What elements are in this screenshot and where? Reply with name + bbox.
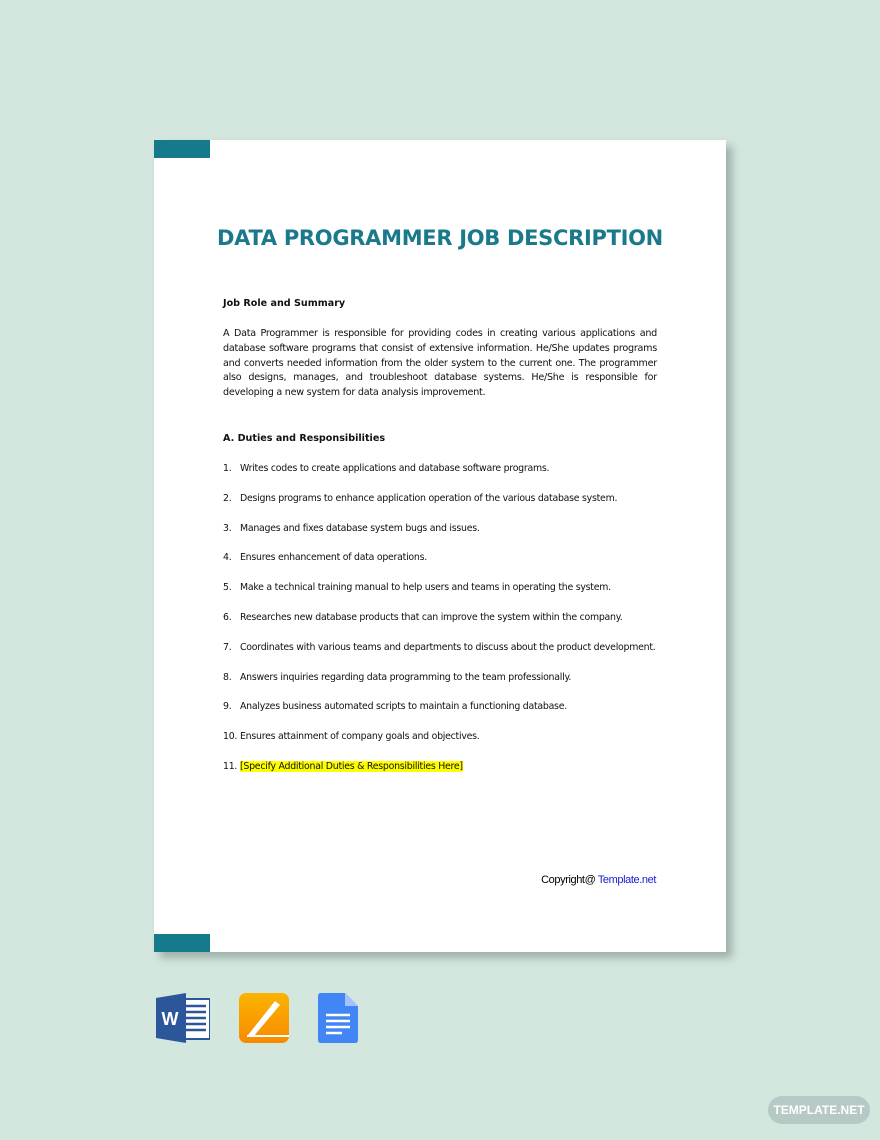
duty-number: 6. — [223, 612, 232, 623]
duty-number: 9. — [223, 701, 232, 713]
duty-number: 11. — [223, 761, 238, 772]
duty-text: Answers inquiries regarding data programming to the team professionally. — [240, 671, 572, 683]
google-docs-icon[interactable] — [318, 993, 358, 1043]
duty-list-item — [223, 612, 622, 623]
summary-paragraph: A Data Programmer is responsible for providing codes in creating various applications and database software programs that consist of extensive information. He/She updates programs and converts needed information from the older system to the current one. The programmer also designs, manages, and troubleshoot database systems. He/She is responsible for developing a new system for data analysis improvement. — [223, 328, 657, 399]
duty-number: 4. — [223, 552, 232, 564]
duty-list-item — [223, 463, 549, 474]
duty-list-item — [223, 523, 480, 534]
duty-number: 2. — [223, 492, 232, 504]
copyright-link[interactable]: Template.net — [597, 874, 656, 886]
duty-text: Ensures attainment of company goals and objectives. — [240, 731, 480, 743]
duty-number: 10. — [223, 731, 238, 743]
duty-number: 7. — [223, 641, 232, 653]
duty-list-item — [223, 761, 463, 772]
duty-list-item — [223, 701, 567, 712]
duty-list-item — [223, 642, 655, 653]
svg-text:W: W — [161, 1009, 179, 1029]
document-page — [154, 140, 726, 952]
duty-text: Make a technical training manual to help users and teams in operating the system. — [240, 582, 611, 594]
duty-text: Ensures enhancement of data operations. — [240, 552, 427, 564]
copyright-prefix: Copyright@ — [541, 874, 598, 886]
copyright — [541, 874, 656, 886]
duty-list-item — [223, 731, 480, 742]
duty-list-item — [223, 672, 571, 683]
section-heading-duties: A. Duties and Responsibilities — [223, 433, 386, 444]
bottom-accent-bar — [154, 934, 210, 952]
duty-text: [Specify Additional Duties & Responsibilities Here] — [240, 761, 463, 772]
duty-number: 3. — [223, 522, 232, 534]
duty-text: Analyzes business automated scripts to maintain a functioning database. — [240, 701, 567, 713]
duty-text: Coordinates with various teams and departments to discuss about the product development. — [240, 641, 656, 653]
duty-text: Manages and fixes database system bugs and issues. — [240, 522, 480, 534]
duty-text: Designs programs to enhance application operation of the various database system. — [240, 492, 618, 504]
duty-text: Researches new database products that can improve the system within the company. — [240, 612, 623, 623]
duty-list-item — [223, 552, 427, 563]
duty-text: Writes codes to create applications and database software programs. — [240, 463, 550, 474]
duty-number: 8. — [223, 671, 232, 683]
duty-list-item — [223, 582, 611, 593]
top-accent-bar — [154, 140, 210, 158]
template-net-watermark: TEMPLATE.NET — [768, 1096, 870, 1124]
pages-icon[interactable] — [239, 993, 289, 1043]
document-title: DATA PROGRAMMER JOB DESCRIPTION — [217, 226, 663, 250]
word-icon[interactable] — [156, 993, 210, 1043]
duty-number: 5. — [223, 582, 232, 594]
section-heading-summary: Job Role and Summary — [223, 298, 346, 309]
duty-list-item — [223, 493, 617, 504]
duty-number: 1. — [223, 463, 232, 474]
